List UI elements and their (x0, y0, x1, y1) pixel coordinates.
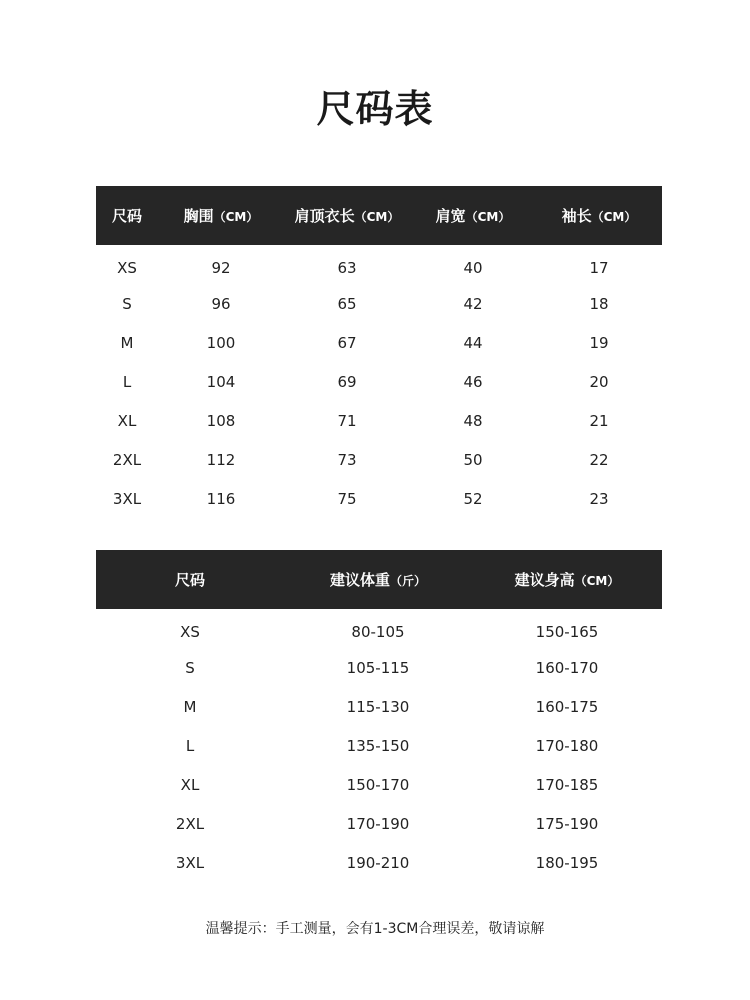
table-row (96, 401, 662, 440)
table-cell: 75 (337, 489, 357, 508)
table-cell: 160-170 (535, 658, 599, 677)
table-header-row (96, 550, 662, 609)
table-cell: 190-210 (346, 853, 410, 872)
table-row (96, 323, 662, 362)
table-cell: 65 (337, 294, 357, 313)
table-cell: 23 (589, 489, 609, 508)
table-cell: 160-175 (535, 697, 599, 716)
table-cell: XL (117, 411, 137, 430)
table-cell: 21 (589, 411, 609, 430)
table-cell: S (122, 294, 132, 313)
table-cell: 104 (206, 372, 236, 391)
table-row (96, 726, 662, 765)
table-cell: L (185, 736, 195, 755)
table-row (96, 440, 662, 479)
table-row (96, 765, 662, 804)
table-cell: 170-180 (535, 736, 599, 755)
table-cell: 44 (463, 333, 483, 352)
header-size: 尺码 (174, 571, 205, 589)
header-shoulder: 肩宽（CM） (435, 207, 511, 225)
table-row (96, 609, 662, 648)
table-cell: 19 (589, 333, 609, 352)
table-row (96, 284, 662, 323)
size-recommendation-table (96, 550, 662, 882)
page-title: 尺码表 (316, 87, 434, 131)
table-cell: 96 (211, 294, 231, 313)
header-weight: 建议体重（斤） (329, 571, 427, 589)
table-cell: 80-105 (351, 622, 405, 641)
table-cell: 175-190 (535, 814, 599, 833)
header-size: 尺码 (111, 207, 142, 225)
table-cell: 116 (206, 489, 236, 508)
table-cell: 42 (463, 294, 483, 313)
table-cell: M (183, 697, 197, 716)
table-cell: 105-115 (346, 658, 410, 677)
table-cell: 2XL (175, 814, 205, 833)
table-cell: 180-195 (535, 853, 599, 872)
table-row (96, 648, 662, 687)
table-cell: M (120, 333, 134, 352)
table-cell: 108 (206, 411, 236, 430)
header-length: 肩顶衣长（CM） (294, 207, 400, 225)
table-cell: XS (117, 258, 137, 277)
table-cell: 48 (463, 411, 483, 430)
table-cell: 150-170 (346, 775, 410, 794)
table-cell: XS (180, 622, 200, 641)
table-cell: 135-150 (346, 736, 410, 755)
table-cell: 40 (463, 258, 483, 277)
table-cell: 170-190 (346, 814, 410, 833)
table-row (96, 804, 662, 843)
table-cell: L (122, 372, 132, 391)
table-cell: 17 (589, 258, 609, 277)
table-row (96, 245, 662, 284)
table-cell: 18 (589, 294, 609, 313)
table-cell: 115-130 (346, 697, 410, 716)
table-cell: 92 (211, 258, 231, 277)
table-cell: XL (180, 775, 200, 794)
table-row (96, 843, 662, 882)
table-cell: 73 (337, 450, 357, 469)
table-cell: 3XL (112, 489, 142, 508)
footer-note: 温馨提示：手工测量，会有1-3CM合理误差，敬请谅解 (205, 921, 545, 937)
table-cell: S (185, 658, 195, 677)
size-measurement-table (96, 186, 662, 518)
table-header-row (96, 186, 662, 245)
table-cell: 46 (463, 372, 483, 391)
table-row (96, 479, 662, 518)
table-cell: 71 (337, 411, 357, 430)
table-cell: 150-165 (535, 622, 599, 641)
table-cell: 52 (463, 489, 483, 508)
table-cell: 50 (463, 450, 483, 469)
table-cell: 2XL (112, 450, 142, 469)
table-row (96, 687, 662, 726)
table-cell: 170-185 (535, 775, 599, 794)
header-chest: 胸围（CM） (183, 207, 259, 225)
table-cell: 69 (337, 372, 357, 391)
table-cell: 100 (206, 333, 236, 352)
table-cell: 112 (206, 450, 236, 469)
table-row (96, 362, 662, 401)
table-cell: 63 (337, 258, 357, 277)
header-sleeve: 袖长（CM） (561, 207, 637, 225)
header-height: 建议身高（CM） (514, 571, 620, 589)
table-cell: 3XL (175, 853, 205, 872)
table-cell: 67 (337, 333, 357, 352)
table-cell: 20 (589, 372, 609, 391)
table-cell: 22 (589, 450, 609, 469)
